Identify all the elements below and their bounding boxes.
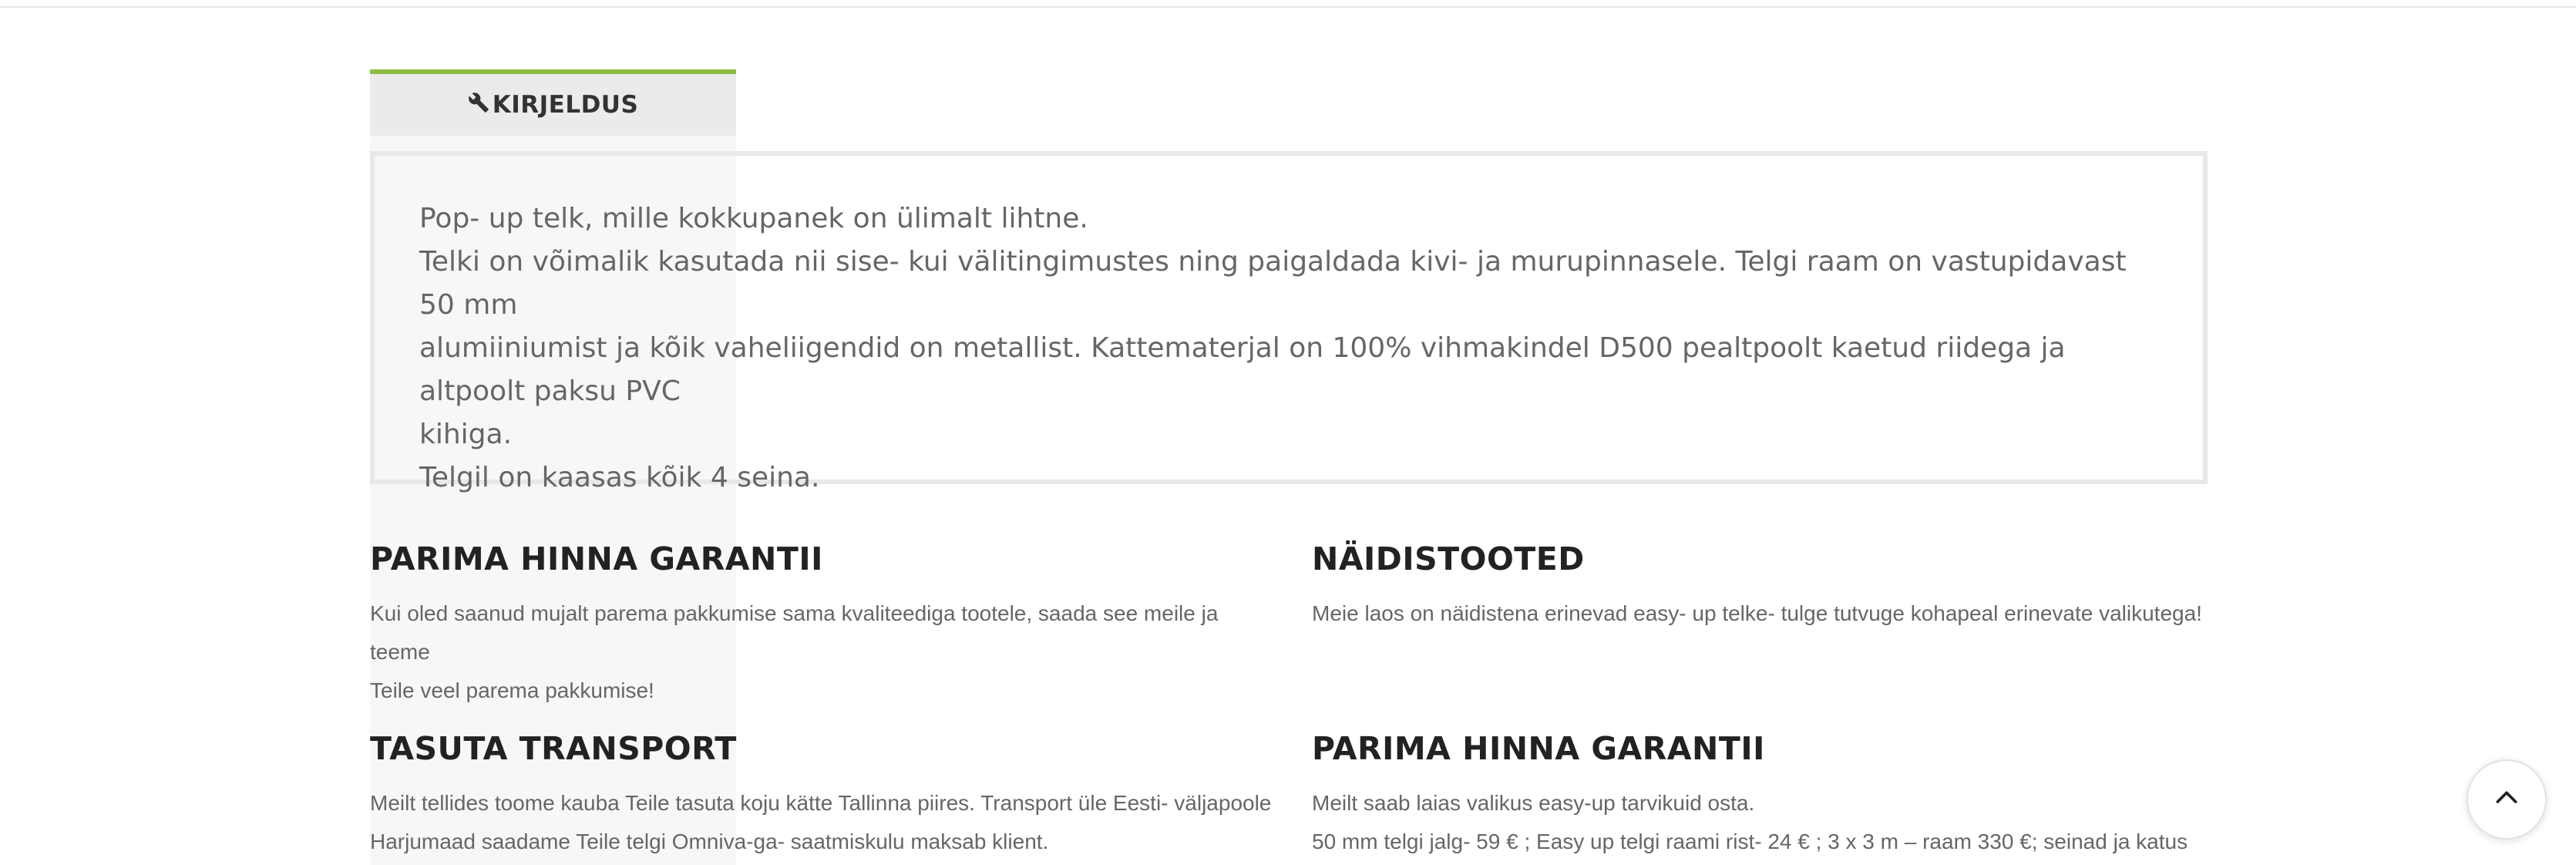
tab-label: KIRJELDUS [492, 91, 639, 119]
description-line: Pop- up telk, mille kokkupanek on ülimalt lihtne. [419, 203, 1088, 234]
feature-text-line: Harjumaad saadame Teile telgi Omniva-ga- saatmiskulu maksab klient. [370, 830, 1049, 853]
feature-text-line: Meilt tellides toome kauba Teile tasuta koju kätte Tallinna piires. Transport üle Eesti- väljapoole [370, 791, 1272, 815]
feature-text [370, 784, 1272, 861]
feature-text [370, 594, 1272, 710]
description-line: Telgil on kaasas kõik 4 seina. [419, 462, 820, 493]
feature-free-transport [370, 727, 1272, 861]
feature-accessories [1312, 727, 2214, 861]
feature-text-line: Teile veel parema pakkumise! [370, 678, 654, 702]
feature-text-line: Kui oled saanud mujalt parema pakkumise sama kvaliteediga tootele, saada see meile ja teeme [370, 601, 1219, 664]
feature-best-price [370, 537, 1272, 710]
feature-title: PARIMA HINNA GARANTII [1312, 730, 1765, 767]
feature-title: TASUTA TRANSPORT [370, 730, 737, 767]
description-line: kihiga. [419, 419, 513, 450]
header-divider [0, 0, 2576, 8]
scroll-to-top-button[interactable] [2467, 759, 2547, 840]
feature-sample-products [1312, 537, 2214, 633]
feature-text-line: Meie laos on näidistena erinevad easy- up telke- tulge tutvuge kohapeal erinevate valikutega! [1312, 601, 2202, 625]
chevron-up-icon [2491, 783, 2522, 817]
feature-text-line: 50 mm telgi jalg- 59 € ; Easy up telgi raami rist- 24 € ; 3 x 3 m – raam 330 €; seinad ja katus [1312, 830, 2188, 853]
description-line: Telki on võimalik kasutada nii sise- kui välitingimustes ning paigaldada kivi- ja murupinnasele. Telgi raam on vastupidavast 50 mm [419, 246, 2127, 321]
description-line: alumiiniumist ja kõik vaheliigendid on metallist. Kattematerjal on 100% vihmakindel D500 pealtpoolt kaetud riidega ja altpoolt paksu PVC [419, 332, 2066, 407]
feature-text [1312, 594, 2214, 633]
description-panel [370, 151, 2208, 493]
feature-title: NÄIDISTOOTED [1312, 540, 1585, 577]
feature-title: PARIMA HINNA GARANTII [370, 540, 823, 577]
feature-text [1312, 784, 2214, 861]
tab-kirjeldus[interactable] [370, 69, 736, 136]
feature-text-line: Meilt saab laias valikus easy-up tarvikuid osta. [1312, 791, 1755, 815]
wrench-icon [468, 92, 489, 118]
